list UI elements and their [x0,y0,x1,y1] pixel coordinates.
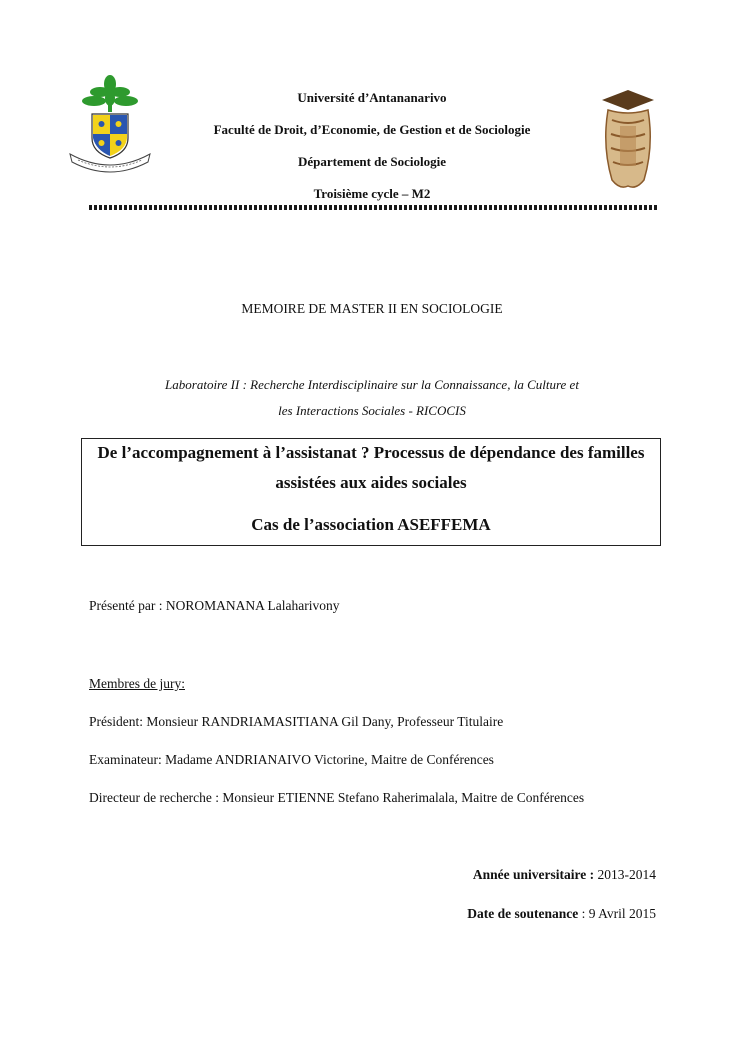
academic-year-label: Année universitaire : [472,867,595,882]
jury-heading: Membres de jury: [89,676,185,691]
jury-examiner: Examinateur: Madame ANDRIANAIVO Victorine, Maitre de Conférences [89,752,494,767]
memoire-title: MEMOIRE DE MASTER II EN SOCIOLOGIE [241,301,503,316]
defense-date-value: : 9 Avril 2015 [581,906,656,921]
laboratory-line-1: Laboratoire II : Recherche Interdisciplinaire sur la Connaissance, la Culture et [165,377,579,392]
thesis-case: Cas de l’association ASEFFEMA [251,515,491,534]
thesis-title-line-2: assistées aux aides sociales [275,473,467,492]
laboratory-line-2: les Interactions Sociales - RICOCIS [278,403,466,418]
thesis-title-line-1: De l’accompagnement à l’assistanat ? Processus de dépendance des familles [97,443,645,462]
faculty-name: Faculté de Droit, d’Economie, de Gestion et de Sociologie [213,122,531,137]
presenter: Présenté par : NOROMANANA Lalaharivony [89,598,340,613]
jury-president: Président: Monsieur RANDRIAMASITIANA Gil Dany, Professeur Titulaire [89,714,504,729]
cycle-label: Troisième cycle – M2 [313,186,431,201]
academic-year [473,867,656,883]
department-name: Département de Sociologie [297,154,447,169]
defense-date-label: Date de soutenance [467,906,579,921]
jury-director: Directeur de recherche : Monsieur ETIENNE Stefano Raherimalala, Maitre de Conférences [89,790,585,805]
defense-date [467,906,656,922]
university-name: Université d’Antananarivo [297,90,447,105]
thesis-title-box [81,438,661,546]
academic-year-value: 2013-2014 [597,867,656,882]
header-divider [89,205,657,210]
